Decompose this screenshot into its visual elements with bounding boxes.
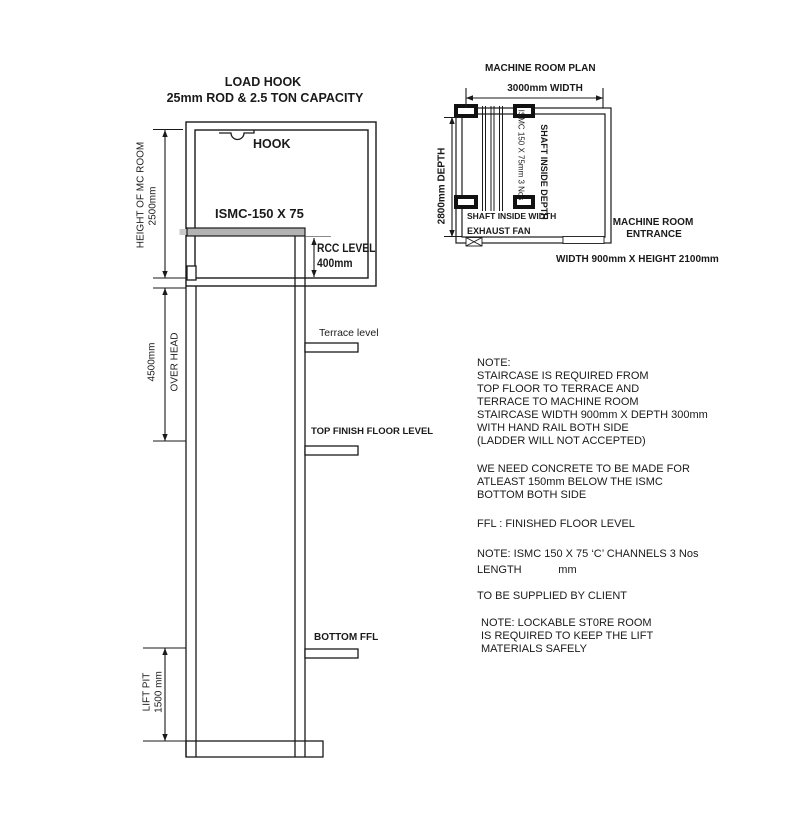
plan-shaft-depth-label: SHAFT INSIDE DEPTH <box>539 124 549 220</box>
elevation-dimension-lines <box>143 130 314 742</box>
note-line: WE NEED CONCRETE TO BE MADE FOR <box>477 463 690 475</box>
top-ffl-label: TOP FINISH FLOOR LEVEL <box>311 426 434 437</box>
entrance-gap <box>563 237 604 244</box>
plan-entrance-size: WIDTH 900mm X HEIGHT 2100mm <box>556 254 719 265</box>
bottom-ffl-ledge <box>305 649 358 658</box>
plan-shaft-width-label: SHAFT INSIDE WIDTH <box>467 211 557 221</box>
beam-body <box>187 228 305 236</box>
plan-channel-note: ISMC 150 X 75mm 3 Nos <box>516 109 526 201</box>
drawing-title-line1: LOAD HOOK <box>224 75 302 89</box>
machine-room-plan <box>444 88 611 246</box>
note-line: NOTE: ISMC 150 X 75 ‘C’ CHANNELS 3 Nos <box>477 548 699 560</box>
ismc-beam <box>180 228 332 237</box>
note-ffl-definition: FFL : FINISHED FLOOR LEVEL <box>477 518 635 530</box>
note-line: STAIRCASE WIDTH 900mm X DEPTH 300mm <box>477 409 708 421</box>
plan-dim-depth: 2800mm DEPTH <box>436 147 448 225</box>
note-line: TERRACE TO MACHINE ROOM <box>477 396 639 408</box>
note-concrete <box>477 463 690 502</box>
pit-bottom-slab <box>186 741 323 757</box>
note-line: IS REQUIRED TO KEEP THE LIFT <box>481 630 654 642</box>
dim-mc-room-label: HEIGHT OF MC ROOM <box>135 141 147 249</box>
note-line: ATLEAST 150mm BELOW THE ISMC <box>477 476 663 488</box>
hook-shape <box>219 130 254 140</box>
note-staircase <box>477 357 708 448</box>
note-line: WITH HAND RAIL BOTH SIDE <box>477 422 629 434</box>
beam-stub <box>180 229 188 235</box>
ismc-channels-plan <box>483 106 503 211</box>
note-line: STAIRCASE IS REQUIRED FROM <box>477 370 649 382</box>
plan-entrance-label-2: ENTRANCE <box>626 229 682 240</box>
note-line: (LADDER WILL NOT ACCEPTED) <box>477 435 646 447</box>
dim-mc-room-value: 2500mm <box>147 186 159 226</box>
dim-liftpit-label: LIFT PIT <box>141 672 153 712</box>
note-store-room <box>481 617 653 656</box>
plan-dim-width: 3000mm WIDTH <box>507 83 583 94</box>
dim-overhead-label: OVER HEAD <box>169 332 181 392</box>
plan-title: MACHINE ROOM PLAN <box>485 63 596 74</box>
shaft-elevation <box>186 236 358 757</box>
note-channels <box>477 546 699 578</box>
note-supplied-by-client: TO BE SUPPLIED BY CLIENT <box>477 590 627 602</box>
drawing-title-line2: 25mm ROD & 2.5 TON CAPACITY <box>166 91 364 105</box>
note-line: LENGTH mm <box>477 564 577 576</box>
note-line: MATERIALS SAFELY <box>481 643 587 655</box>
ismc-beam-label: ISMC-150 X 75 <box>215 206 304 221</box>
plan-exhaust-fan-label: EXHAUST FAN <box>467 226 531 236</box>
note-line: TOP FLOOR TO TERRACE AND <box>477 383 640 395</box>
hook-label: HOOK <box>253 137 291 151</box>
note-line: BOTTOM BOTH SIDE <box>477 489 587 501</box>
rcc-level-label: RCC LEVEL <box>317 241 376 255</box>
bottom-ffl-label: BOTTOM FFL <box>314 632 379 643</box>
rcc-level-value: 400mm <box>317 256 353 270</box>
wall-notch <box>187 266 196 280</box>
note-line: NOTE: LOCKABLE ST0RE ROOM <box>481 617 652 629</box>
note-line: NOTE: <box>477 357 511 369</box>
top-ffl-ledge <box>305 446 358 455</box>
terrace-level-label: Terrace level <box>319 327 379 339</box>
plan-entrance-label-1: MACHINE ROOM <box>612 217 694 228</box>
dim-liftpit-value: 1500 mm <box>153 671 165 713</box>
terrace-ledge <box>305 343 358 352</box>
dim-overhead-value: 4500mm <box>146 342 158 382</box>
